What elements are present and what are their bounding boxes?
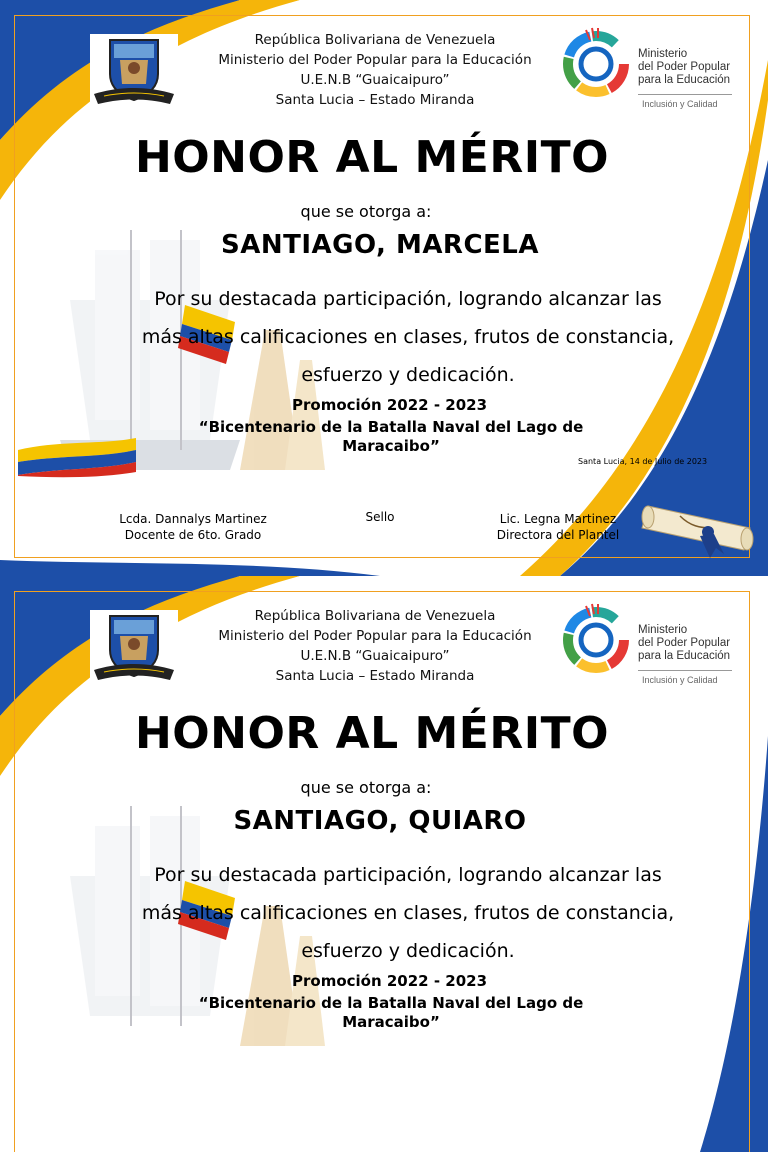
logo-line-1: Ministerio xyxy=(638,624,688,636)
logo-divider xyxy=(638,670,732,671)
citation-line-1: Por su destacada participación, logrando alcanzar las xyxy=(154,864,662,886)
header-line-4: Santa Lucia – Estado Miranda xyxy=(275,92,475,108)
certificate-title: HONOR AL MÉRITO xyxy=(134,708,610,759)
logo-tagline: Inclusión y Calidad xyxy=(642,675,718,685)
school-crest-icon xyxy=(90,610,178,684)
promotion-motto: “Bicentenario de la Batalla Naval del Lago de Maracaibo” xyxy=(198,418,584,455)
awarded-to-label: que se otorga a: xyxy=(300,778,432,797)
ministry-logo xyxy=(560,24,740,116)
institution-header xyxy=(190,606,560,686)
certificate-title: HONOR AL MÉRITO xyxy=(134,132,610,183)
logo-line-3: para la Educación xyxy=(638,74,731,86)
logo-line-3: para la Educación xyxy=(638,650,731,662)
teacher-role: Docente de 6to. Grado xyxy=(124,528,262,542)
ministry-ring-icon xyxy=(560,24,636,100)
teacher-name: Lcda. Dannalys Martinez xyxy=(119,512,267,526)
promotion-motto: “Bicentenario de la Batalla Naval del Lago de Maracaibo” xyxy=(198,994,584,1031)
logo-line-2: del Poder Popular xyxy=(638,637,731,649)
promotion-label: Promoción 2022 - 2023 xyxy=(292,396,488,414)
citation-line-2: más altas calificaciones en clases, frutos de constancia, xyxy=(141,902,675,924)
logo-tagline: Inclusión y Calidad xyxy=(642,99,718,109)
school-crest-icon xyxy=(90,34,178,108)
header-line-3: U.E.N.B “Guaicaipuro” xyxy=(300,72,450,88)
issue-date: Santa Lucia, 14 de Julio de 2023 xyxy=(578,457,708,466)
citation-line-3: esfuerzo y dedicación. xyxy=(301,364,515,386)
logo-line-2: del Poder Popular xyxy=(638,61,731,73)
signature-director xyxy=(480,511,636,543)
awarded-to-label: que se otorga a: xyxy=(300,202,432,221)
certificate-2 xyxy=(0,576,768,1152)
citation-text xyxy=(100,280,716,394)
logo-line-1: Ministerio xyxy=(638,48,688,60)
citation-line-3: esfuerzo y dedicación. xyxy=(301,940,515,962)
citation-line-2: más altas calificaciones en clases, frutos de constancia, xyxy=(141,326,675,348)
seal-label: Sello xyxy=(365,510,395,524)
ministry-ring-icon xyxy=(560,600,636,676)
header-line-3: U.E.N.B “Guaicaipuro” xyxy=(300,648,450,664)
institution-header xyxy=(190,30,560,110)
header-line-1: República Bolivariana de Venezuela xyxy=(254,608,496,624)
header-line-2: Ministerio del Poder Popular para la Educación xyxy=(218,52,532,68)
signature-teacher xyxy=(108,511,278,543)
recipient-name: SANTIAGO, QUIARO xyxy=(233,806,527,836)
header-line-4: Santa Lucia – Estado Miranda xyxy=(275,668,475,684)
citation-text xyxy=(100,856,716,970)
ministry-logo xyxy=(560,600,740,692)
promotion-label: Promoción 2022 - 2023 xyxy=(292,972,488,990)
logo-divider xyxy=(638,94,732,95)
citation-line-1: Por su destacada participación, logrando alcanzar las xyxy=(154,288,662,310)
header-line-2: Ministerio del Poder Popular para la Educación xyxy=(218,628,532,644)
recipient-name: SANTIAGO, MARCELA xyxy=(221,230,539,260)
director-name: Lic. Legna Martinez xyxy=(499,512,617,526)
header-line-1: República Bolivariana de Venezuela xyxy=(254,32,496,48)
diploma-scroll-icon xyxy=(640,488,760,558)
director-role: Directora del Plantel xyxy=(496,528,620,542)
